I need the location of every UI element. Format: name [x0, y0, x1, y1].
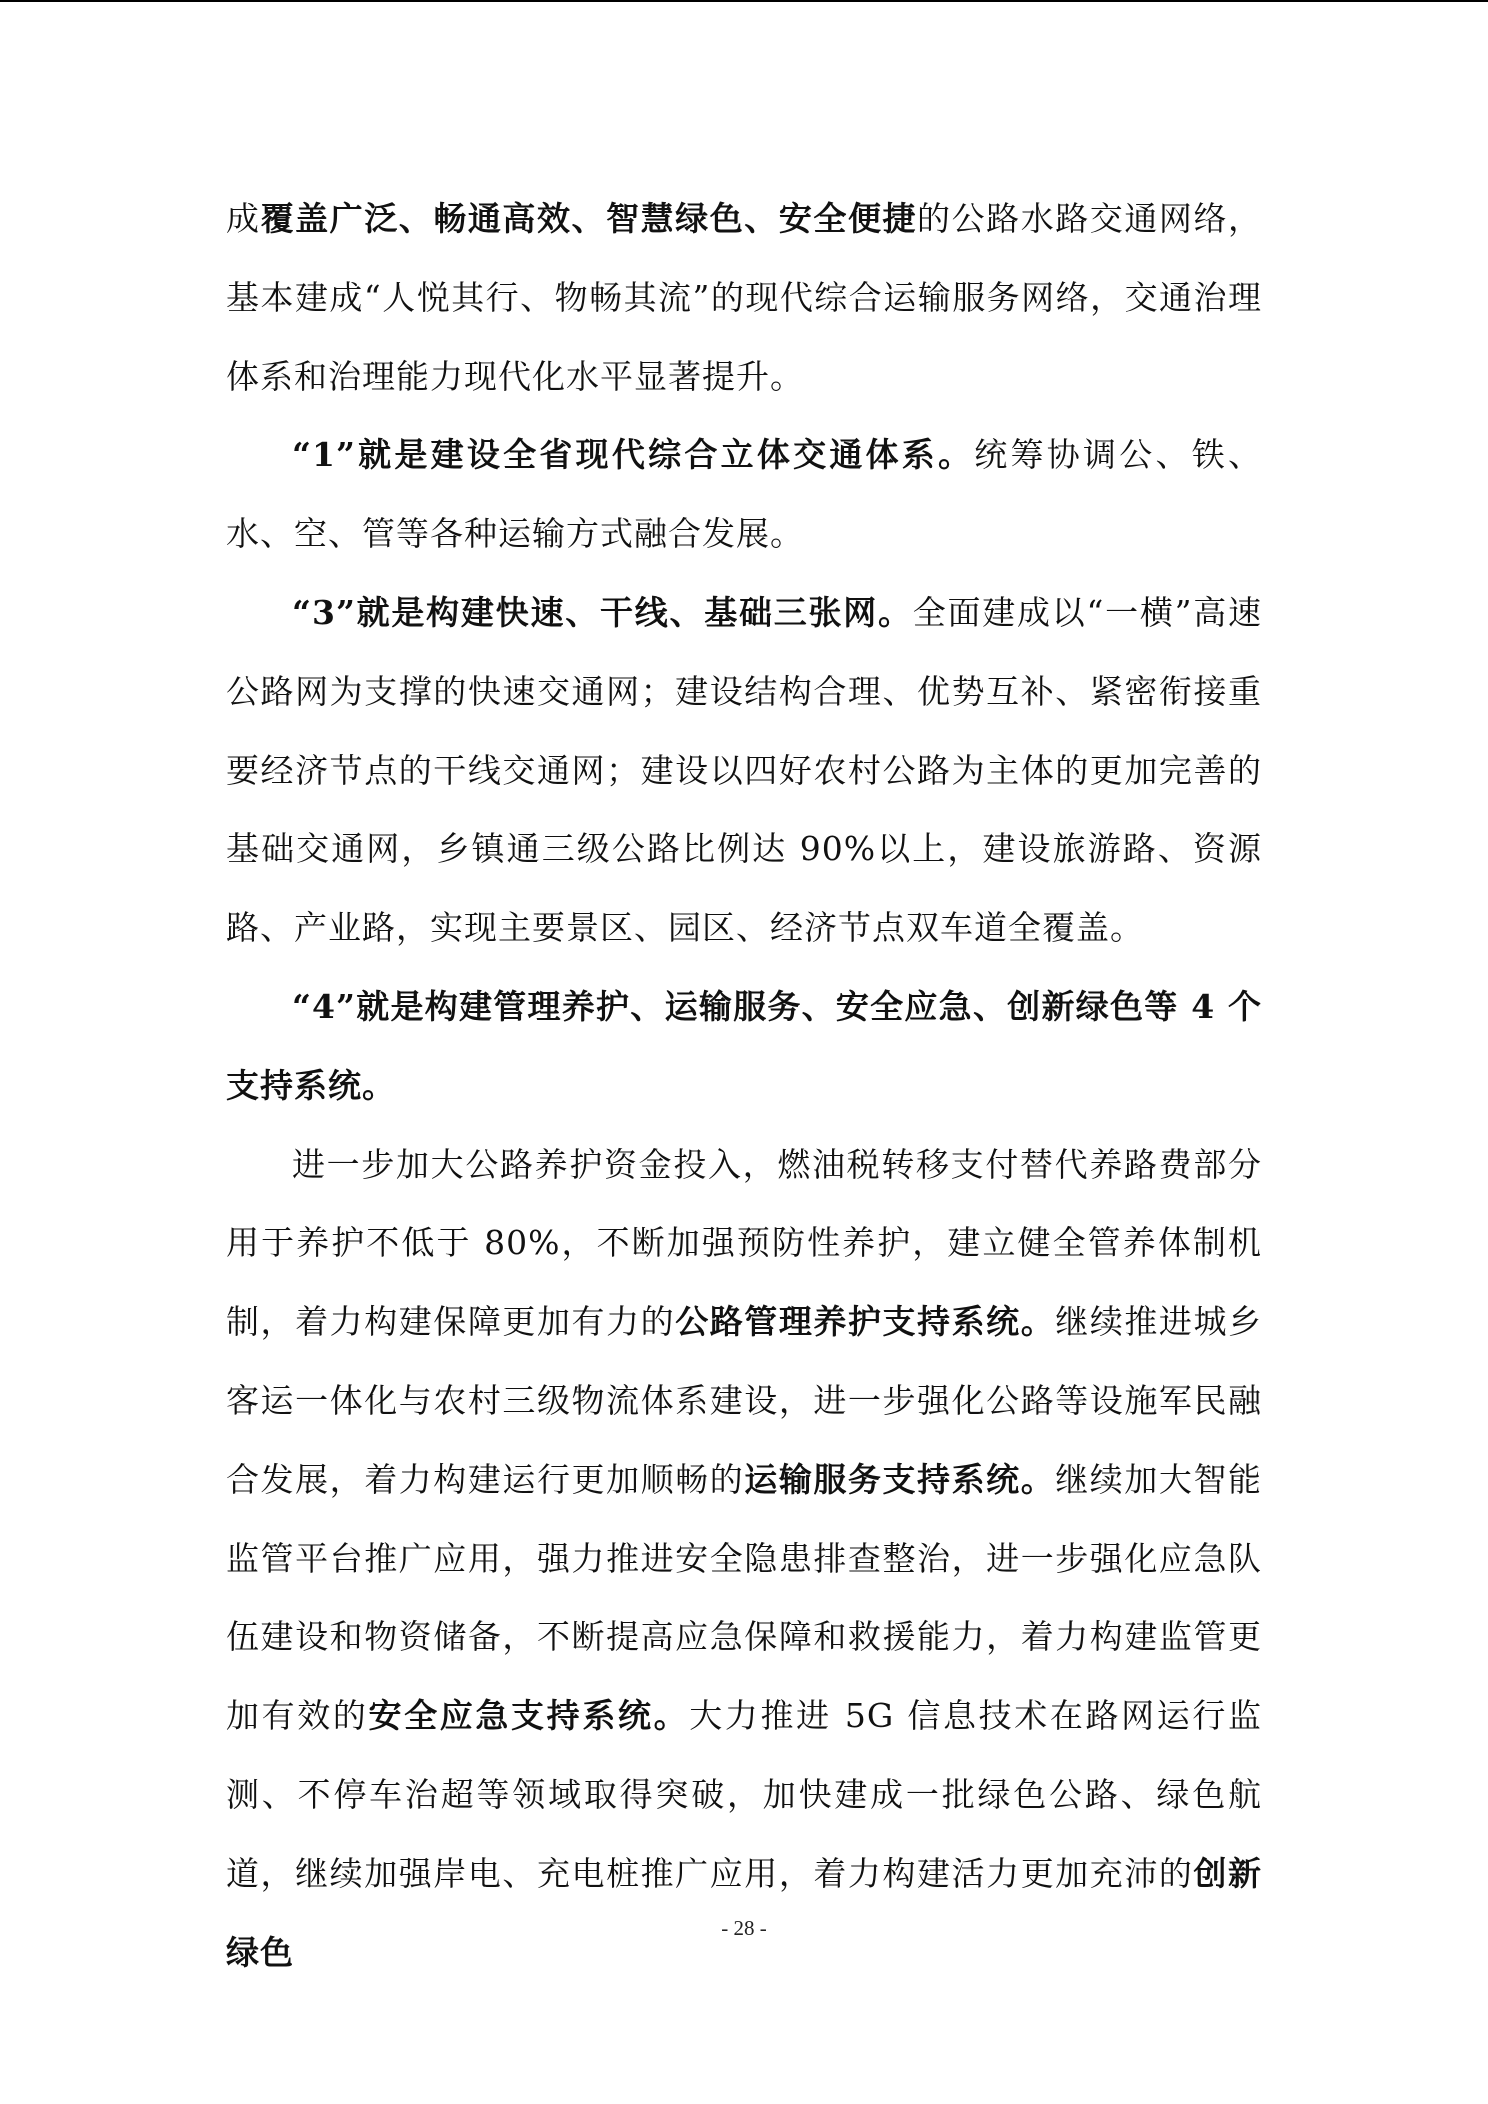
paragraph [226, 1126, 1262, 1993]
document-body [226, 180, 1262, 1992]
bold-text-segment: “3”就是构建快速、干线、基础三张网。 [292, 592, 913, 632]
text-segment: 全面建成以“一横”高速公路网为支撑的快速交通网；建设结构合理、优势互补、紧密衔接重要经济节点的干线交通网；建设以四好农村公路为主体的更加完善的基础交通网，乡镇通三级公路比例达 90%以上，建设旅游路、资源路、产业路，实现主要景区、园区、经济节点双车道全覆盖。 [226, 592, 1262, 948]
bold-text-segment: “1”就是建设全省现代综合立体交通体系。 [292, 435, 975, 475]
text-segment: 统筹协调公、铁、水、空、管等各种运输方式融合发展。 [226, 435, 1262, 554]
bold-text-segment: 创新绿色 [226, 1853, 1263, 1972]
text-segment: 大力推进 5G 信息技术在路网运行监测、不停车治超等领域取得突破，加快建成一批绿色公路、绿色航道，继续加强岸电、充电桩推广应用，着力构建活力更加充沛的 [226, 1696, 1263, 1893]
bold-text-segment: 公路管理养护支持系统。 [675, 1302, 1056, 1342]
text-segment: 成 [226, 199, 261, 238]
page-top-border [0, 0, 1488, 2]
bold-text-segment: 覆盖广泛、畅通高效、智慧绿色、安全便捷 [260, 199, 918, 238]
paragraph [226, 416, 1262, 574]
bold-text-segment: “4”就是构建管理养护、运输服务、安全应急、创新绿色等 4 个支持系统。 [226, 986, 1262, 1105]
page-number: - 28 - [721, 1916, 767, 1940]
text-segment: 的公路水路交通网络，基本建成“人悦其行、物畅其流”的现代综合运输服务网络，交通治理体系和治理能力现代化水平显著提升。 [226, 199, 1263, 396]
paragraph [226, 574, 1262, 968]
bold-text-segment: 运输服务支持系统。 [744, 1459, 1056, 1499]
text-segment: 进一步加大公路养护资金投入，燃油税转移支付替代养路费部分用于养护不低于 80%，不断加强预防性养护，建立健全管养体制机制，着力构建保障更加有力的 [226, 1144, 1262, 1342]
text-segment: 继续加大智能监管平台推广应用，强力推进安全隐患排查整治，进一步强化应急队伍建设和物资储备，不断提高应急保障和救援能力，着力构建监管更加有效的 [226, 1459, 1263, 1736]
paragraph [226, 180, 1262, 416]
bold-text-segment: 安全应急支持系统。 [368, 1696, 690, 1736]
text-segment: 继续推进城乡客运一体化与农村三级物流体系建设，进一步强化公路等设施军民融合发展，着力构建运行更加顺畅的 [226, 1302, 1263, 1499]
paragraph [226, 968, 1262, 1126]
